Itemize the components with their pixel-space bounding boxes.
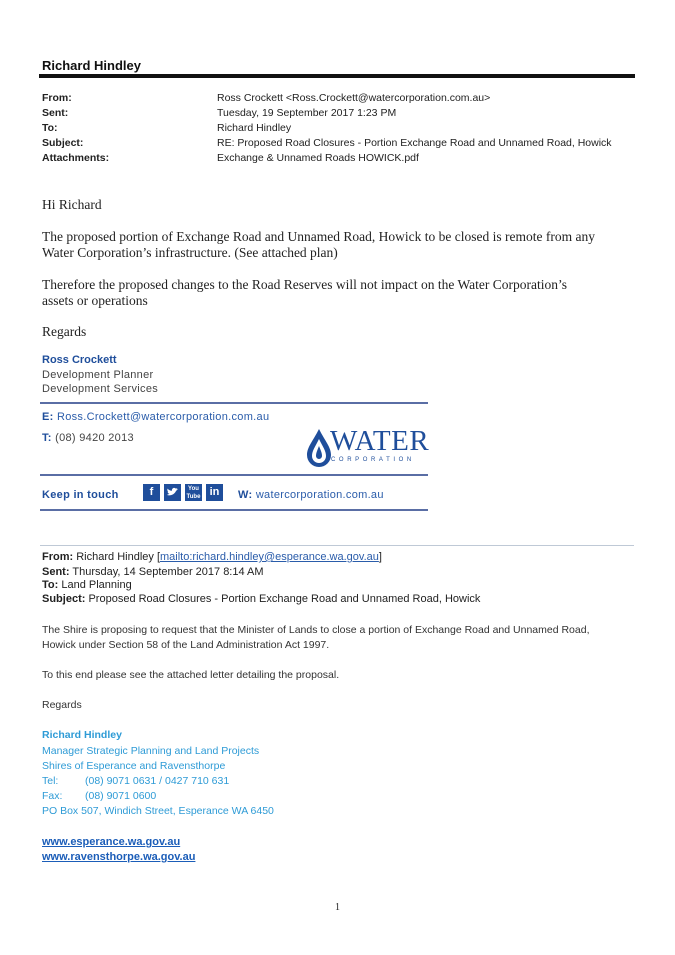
forwarded-to-value: Land Planning (61, 579, 132, 591)
rh-signature-fax-row (42, 789, 156, 804)
signature-website-row (238, 489, 384, 501)
forwarded-subject-row (42, 592, 480, 607)
to-value: Richard Hindley (217, 122, 292, 134)
signature-email-link[interactable]: Ross.Crockett@watercorporation.com.au (56, 411, 270, 423)
rh-tel: (08) 9071 0631 / 0427 710 631 (85, 775, 230, 787)
signature-department: Development Services (42, 383, 159, 395)
rh-tel-label: Tel: (42, 775, 59, 787)
rh-signature-name: Richard Hindley (42, 729, 122, 741)
linkedin-icon[interactable]: in (206, 484, 223, 501)
forwarded-body-line-2: Howick under Section 58 of the Land Administration Act 1997. (42, 639, 330, 651)
body-paragraph-1-line-1: The proposed portion of Exchange Road and Unnamed Road, Howick to be closed is remote from any (42, 229, 595, 244)
water-corporation-logo-sub: CORPORATION (331, 457, 415, 463)
from-label: From: (42, 92, 72, 104)
forwarded-to-row (42, 578, 132, 593)
rh-signature-org: Shires of Esperance and Ravensthorpe (42, 760, 226, 772)
signature-divider-bottom (40, 509, 428, 511)
to-label: To: (42, 122, 58, 134)
from-value: Ross Crockett <Ross.Crockett@watercorporation.com.au> (217, 92, 491, 104)
rh-signature-title: Manager Strategic Planning and Land Projects (42, 745, 260, 757)
forwarded-subject-value: Proposed Road Closures - Portion Exchange Road and Unnamed Road, Howick (88, 593, 481, 605)
owner-divider (39, 74, 635, 78)
sent-value: Tuesday, 19 September 2017 1:23 PM (217, 107, 397, 119)
keep-in-touch: Keep in touch (42, 489, 119, 501)
forwarded-sent-label: Sent: (42, 566, 70, 578)
subject-value: RE: Proposed Road Closures - Portion Exchange Road and Unnamed Road, Howick (217, 137, 612, 149)
rh-signature-address: PO Box 507, Windich Street, Esperance WA 6450 (42, 805, 274, 817)
water-drop-logo-icon (305, 427, 333, 467)
body-paragraph-2-line-2: assets or operations (42, 293, 148, 308)
email-label: E: (42, 411, 54, 423)
forwarded-from-mailto-link[interactable]: mailto:richard.hindley@esperance.wa.gov.au (160, 551, 379, 563)
closing-regards: Regards (42, 324, 87, 339)
forwarded-body-line-1: The Shire is proposing to request that the Minister of Lands to close a portion of Exchange Road and Unnamed Road, (42, 624, 590, 636)
document-owner-name: Richard Hindley (42, 58, 141, 73)
forwarded-from-row: From: Richard Hindley [mailto:richard.hindley@esperance.wa.gov.au] (42, 551, 382, 563)
forwarded-sent-value: Thursday, 14 September 2017 8:14 AM (72, 566, 264, 578)
web-label: W: (238, 489, 253, 501)
rh-fax: (08) 9071 0600 (85, 790, 157, 802)
signature-phone-row (42, 432, 134, 444)
body-paragraph-2-line-1: Therefore the proposed changes to the Road Reserves will not impact on the Water Corporation’s (42, 277, 568, 292)
forwarded-message-separator (40, 545, 634, 546)
ravensthorpe-website-link[interactable]: www.ravensthorpe.wa.gov.au (42, 851, 196, 863)
phone-label: T: (42, 432, 52, 444)
rh-signature-tel-row (42, 774, 229, 789)
esperance-website-link[interactable]: www.esperance.wa.gov.au (42, 836, 181, 848)
forwarded-to-label: To: (42, 579, 59, 591)
water-corporation-logo: WATER (330, 425, 430, 457)
rh-fax-label: Fax: (42, 790, 63, 802)
forwarded-from-label: From: (42, 551, 74, 563)
twitter-icon[interactable] (164, 484, 181, 501)
attachments-label: Attachments: (42, 152, 110, 164)
signature-website-link[interactable]: watercorporation.com.au (255, 489, 384, 501)
signature-divider-top (40, 402, 428, 404)
signature-title: Development Planner (42, 369, 154, 381)
forwarded-from-name: Richard Hindley (76, 551, 154, 563)
youtube-icon[interactable]: You Tube (186, 486, 201, 500)
forwarded-closing-regards: Regards (42, 699, 82, 711)
forwarded-subject-label: Subject: (42, 593, 86, 605)
signature-name: Ross Crockett (42, 354, 117, 366)
greeting: Hi Richard (42, 197, 102, 212)
signature-phone: (08) 9420 2013 (55, 432, 134, 444)
sent-label: Sent: (42, 107, 69, 119)
attachment-file[interactable]: Exchange & Unnamed Roads HOWICK.pdf (217, 152, 419, 164)
facebook-icon[interactable]: f (143, 484, 160, 501)
signature-divider-middle (40, 474, 428, 476)
subject-label: Subject: (42, 137, 84, 149)
page-number: 1 (335, 902, 340, 913)
forwarded-body-line-3: To this end please see the attached letter detailing the proposal. (42, 669, 340, 681)
signature-email-row (42, 411, 269, 423)
body-paragraph-1-line-2: Water Corporation’s infrastructure. (See attached plan) (42, 245, 338, 260)
